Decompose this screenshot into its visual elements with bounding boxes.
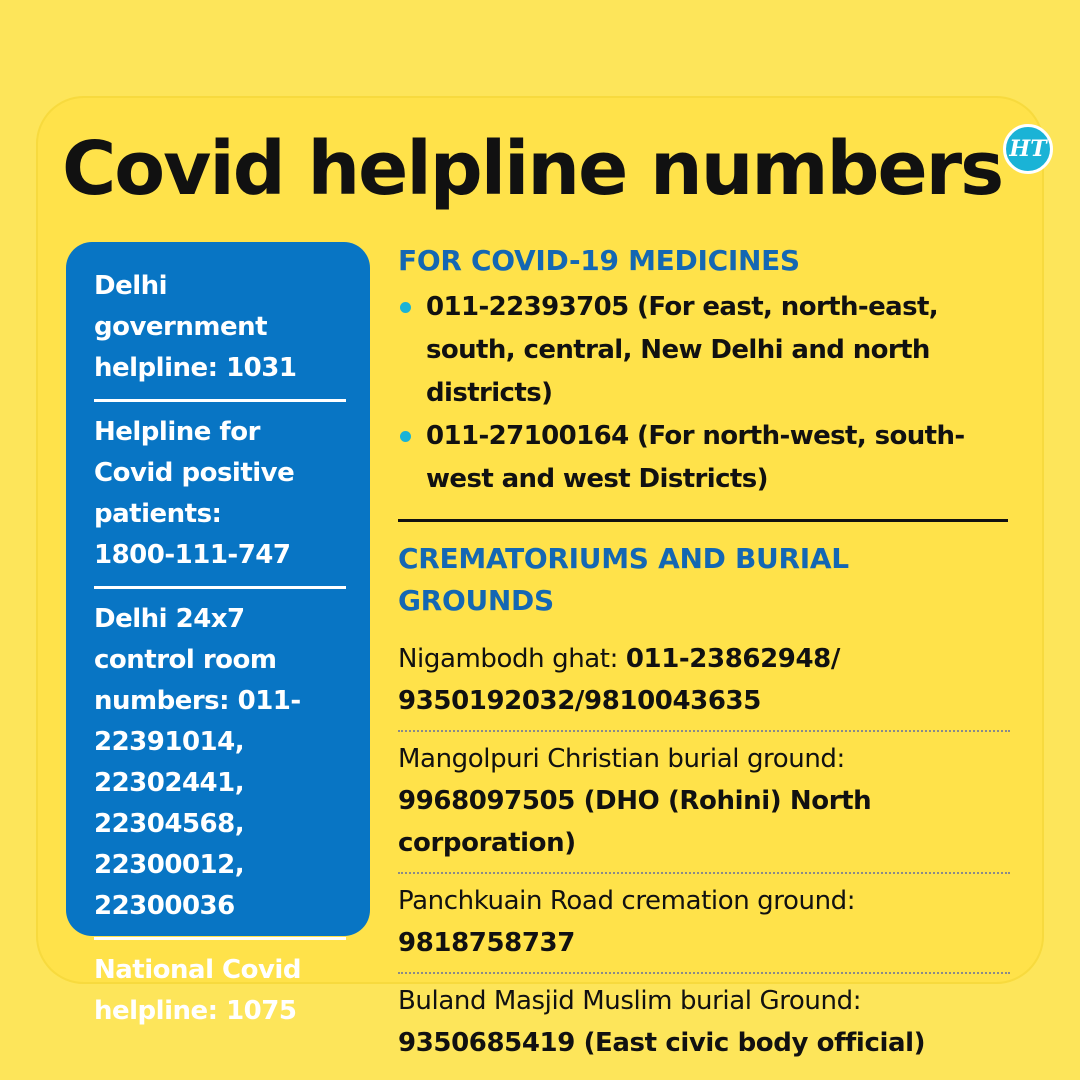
crematoriums-list [398,632,1010,1072]
medicines-heading: FOR COVID-19 MEDICINES [398,244,800,277]
sidebar-block-national [94,937,346,1042]
bullet-icon [400,431,411,442]
section-divider [398,519,1008,522]
sidebar-number: 1031 [226,353,297,383]
list-item [398,972,1010,1072]
list-item [398,730,1010,872]
place-name: Mangolpuri Christian burial ground: [398,744,845,774]
place-name: Buland Masjid Muslim burial Ground: [398,986,862,1016]
crematoriums-heading: CREMATORIUMS AND BURIAL GROUNDS [398,542,849,617]
bullet-icon [400,302,411,313]
sidebar-number: 011-22391014, 22302441, 22304568, 22300012, 22300036 [94,686,301,921]
sidebar-label: Helpline for Covid positive patients: [94,417,295,529]
sidebar-label: National Covid helpline: [94,955,301,1026]
medicines-list [398,286,1010,501]
sidebar-block-covid-patients [94,399,346,586]
list-item [398,286,1010,415]
list-item [398,632,1010,730]
sidebar-number: 1075 [226,996,297,1026]
sidebar-label: Delhi government helpline: [94,271,268,383]
list-item [398,872,1010,972]
place-note: (East civic body official) [574,1028,926,1058]
medicine-line: 011-22393705 (For east, north-east, south, central, New Delhi and north districts) [426,292,939,408]
place-name: Panchkuain Road cremation ground: [398,886,856,916]
place-name: Nigambodh ghat: [398,644,626,674]
sidebar-block-delhi-govt [94,266,346,399]
details-column [398,240,1010,1072]
sidebar-number: 1800-111-747 [94,540,291,570]
phone-number: 9350685419 [398,1028,575,1058]
sidebar-label: Delhi 24x7 control room numbers: [94,604,277,716]
helpline-sidebar [66,242,370,1026]
place-note: (DHO (Rohini) North corporation) [398,786,872,858]
list-item [398,415,1010,501]
page-title: Covid helpline numbers [62,126,1003,212]
medicine-line: 011-27100164 (For north-west, south-west and west Districts) [426,421,965,494]
ht-logo-icon: HT [1003,124,1053,174]
phone-number: 9818758737 [398,928,575,958]
phone-number: 9968097505 [398,786,575,816]
sidebar-block-control-room [94,586,346,937]
phone-number: 011-23862948/ 9350192032/9810043635 [398,644,840,716]
